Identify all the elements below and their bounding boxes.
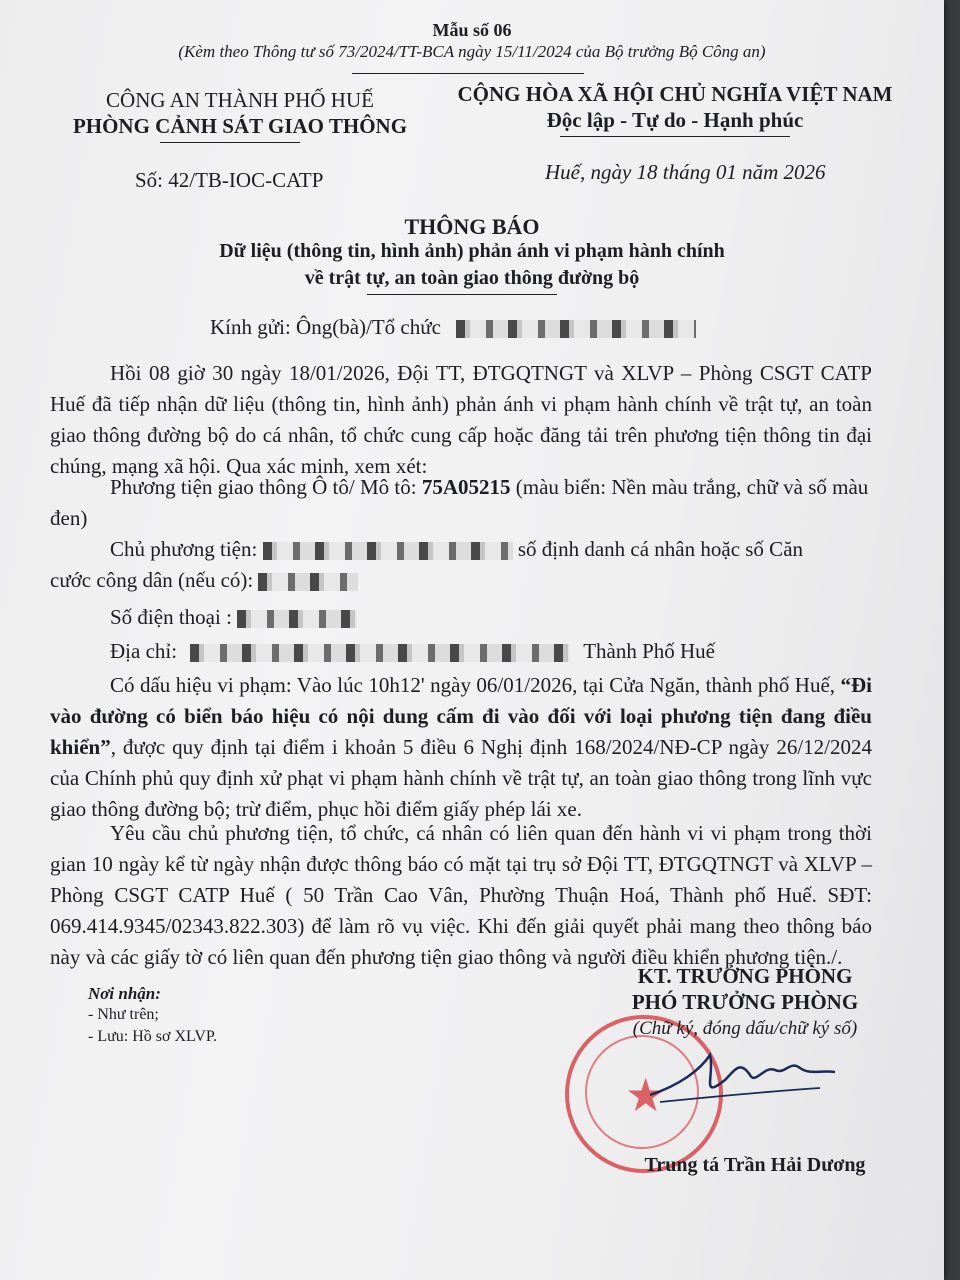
signature-note: (Chữ ký, đóng dấu/chữ ký số) bbox=[632, 1018, 858, 1039]
violation-description: “Đi vào đường có biển báo hiệu có nội dung cấm đi vào đối với loại phương tiện đang điều khiển” bbox=[50, 673, 872, 759]
divider bbox=[367, 294, 557, 295]
divider bbox=[560, 136, 790, 137]
phone-line bbox=[110, 602, 357, 633]
vehicle-paragraph bbox=[50, 472, 872, 534]
recipient-item: - Lưu: Hồ sơ XLVP. bbox=[88, 1028, 217, 1045]
title-line-1: Dữ liệu (thông tin, hình ảnh) phản ánh vi phạm hành chính bbox=[219, 240, 725, 262]
signatory-title-1: KT. TRƯỞNG PHÒNG bbox=[637, 964, 853, 988]
redacted-address bbox=[190, 644, 570, 662]
handwritten-signature bbox=[640, 1040, 840, 1120]
violation-intro: Có dấu hiệu vi phạm: Vào lúc 10h12' ngày 06/01/2026, tại Cửa Ngăn, thành phố Huế, bbox=[110, 673, 841, 697]
national-motto: Độc lập - Tự do - Hạnh phúc bbox=[546, 108, 804, 132]
vehicle-label: Phương tiện giao thông Ô tô/ Mô tô: bbox=[110, 475, 422, 499]
signatory-title-2: PHÓ TRƯỞNG PHÒNG bbox=[631, 990, 859, 1014]
signatory-name: Trung tá Trần Hải Dương bbox=[644, 1154, 866, 1176]
place-date: Huế, ngày 18 tháng 01 năm 2026 bbox=[545, 160, 826, 184]
phone-label: Số điện thoại : bbox=[110, 605, 232, 629]
citizen-id-label: cước công dân (nếu có): bbox=[50, 568, 254, 592]
intro-paragraph: Hồi 08 giờ 30 ngày 18/01/2026, Đội TT, ĐTGQTNGT và XLVP – Phòng CSGT CATP Huế đã tiếp nhận dữ liệu (thông tin, hình ảnh) phản ánh vi phạm hành chính về trật tự, an toàn giao thông đường bộ do cá nhân, tổ chức cung cấp hoặc đăng tải trên phương tiện thông tin đại chúng, mạng xã hội. Qua xác minh, xem xét: bbox=[50, 361, 872, 478]
address-label: Địa chỉ: bbox=[110, 639, 178, 663]
vehicle-plate-color: (màu biển: Nền màu trắng, chữ và số màu đen) bbox=[50, 475, 869, 530]
divider bbox=[160, 142, 300, 143]
owner-label: Chủ phương tiện: bbox=[110, 537, 258, 561]
redacted-id bbox=[258, 573, 358, 591]
redacted-phone bbox=[237, 610, 357, 628]
address-city: Thành Phố Huế bbox=[583, 639, 716, 663]
recipients-label: Nơi nhận: bbox=[88, 984, 161, 1003]
recipient-item: - Như trên; bbox=[88, 1006, 159, 1023]
redacted-owner bbox=[263, 542, 513, 560]
redacted-recipient bbox=[456, 320, 696, 338]
form-reference: (Kèm theo Thông tư số 73/2024/TT-BCA ngày 15/11/2024 của Bộ trưởng Bộ Công an) bbox=[178, 42, 766, 61]
star-icon: ★ bbox=[625, 1070, 667, 1121]
license-plate: 75A05215 bbox=[421, 475, 511, 499]
request-paragraph: Yêu cầu chủ phương tiện, tổ chức, cá nhân có liên quan đến hành vi vi phạm trong thời gian 10 ngày kể từ ngày nhận được thông báo có mặt tại trụ sở Đội TT, ĐTGQTNGT và XLVP – Phòng CSGT CATP Huế ( 50 Trần Cao Vân, Phường Thuận Hoá, Thành phố Huế. SĐT: 069.414.9345/02343.822.303) để làm rõ vụ việc. Khi đến giải quyết phải mang theo thông báo này và các giấy tờ có liên quan đến phương tiện giao thông và người điều khiển phương tiện./. bbox=[50, 821, 872, 969]
address-line bbox=[110, 636, 715, 667]
document-number: Số: 42/TB-IOC-CATP bbox=[135, 168, 324, 192]
agency-parent: CÔNG AN THÀNH PHỐ HUẾ bbox=[106, 88, 374, 112]
owner-id-label: số định danh cá nhân hoặc số Căn bbox=[517, 537, 804, 561]
form-number: Mẫu số 06 bbox=[432, 20, 512, 40]
owner-paragraph bbox=[50, 534, 872, 596]
salutation-label: Kính gửi: Ông(bà)/Tổ chức bbox=[210, 315, 441, 339]
title-line-2: về trật tự, an toàn giao thông đường bộ bbox=[304, 267, 640, 289]
violation-paragraph bbox=[50, 670, 872, 825]
divider bbox=[352, 73, 584, 74]
agency-name: PHÒNG CẢNH SÁT GIAO THÔNG bbox=[72, 114, 408, 138]
republic-heading: CỘNG HÒA XÃ HỘI CHỦ NGHĨA VIỆT NAM bbox=[457, 82, 893, 106]
document-title: THÔNG BÁO bbox=[404, 214, 540, 239]
violation-legal-basis: , được quy định tại điểm i khoản 5 điều 6 Nghị định 168/2024/NĐ-CP ngày 26/12/2024 của Chính phủ quy định xử phạt vi phạm hành chính về trật tự, an toàn giao thông trong lĩnh vực giao thông đường bộ; trừ điểm, phục hồi điểm giấy phép lái xe. bbox=[50, 735, 872, 821]
salutation bbox=[210, 315, 696, 340]
